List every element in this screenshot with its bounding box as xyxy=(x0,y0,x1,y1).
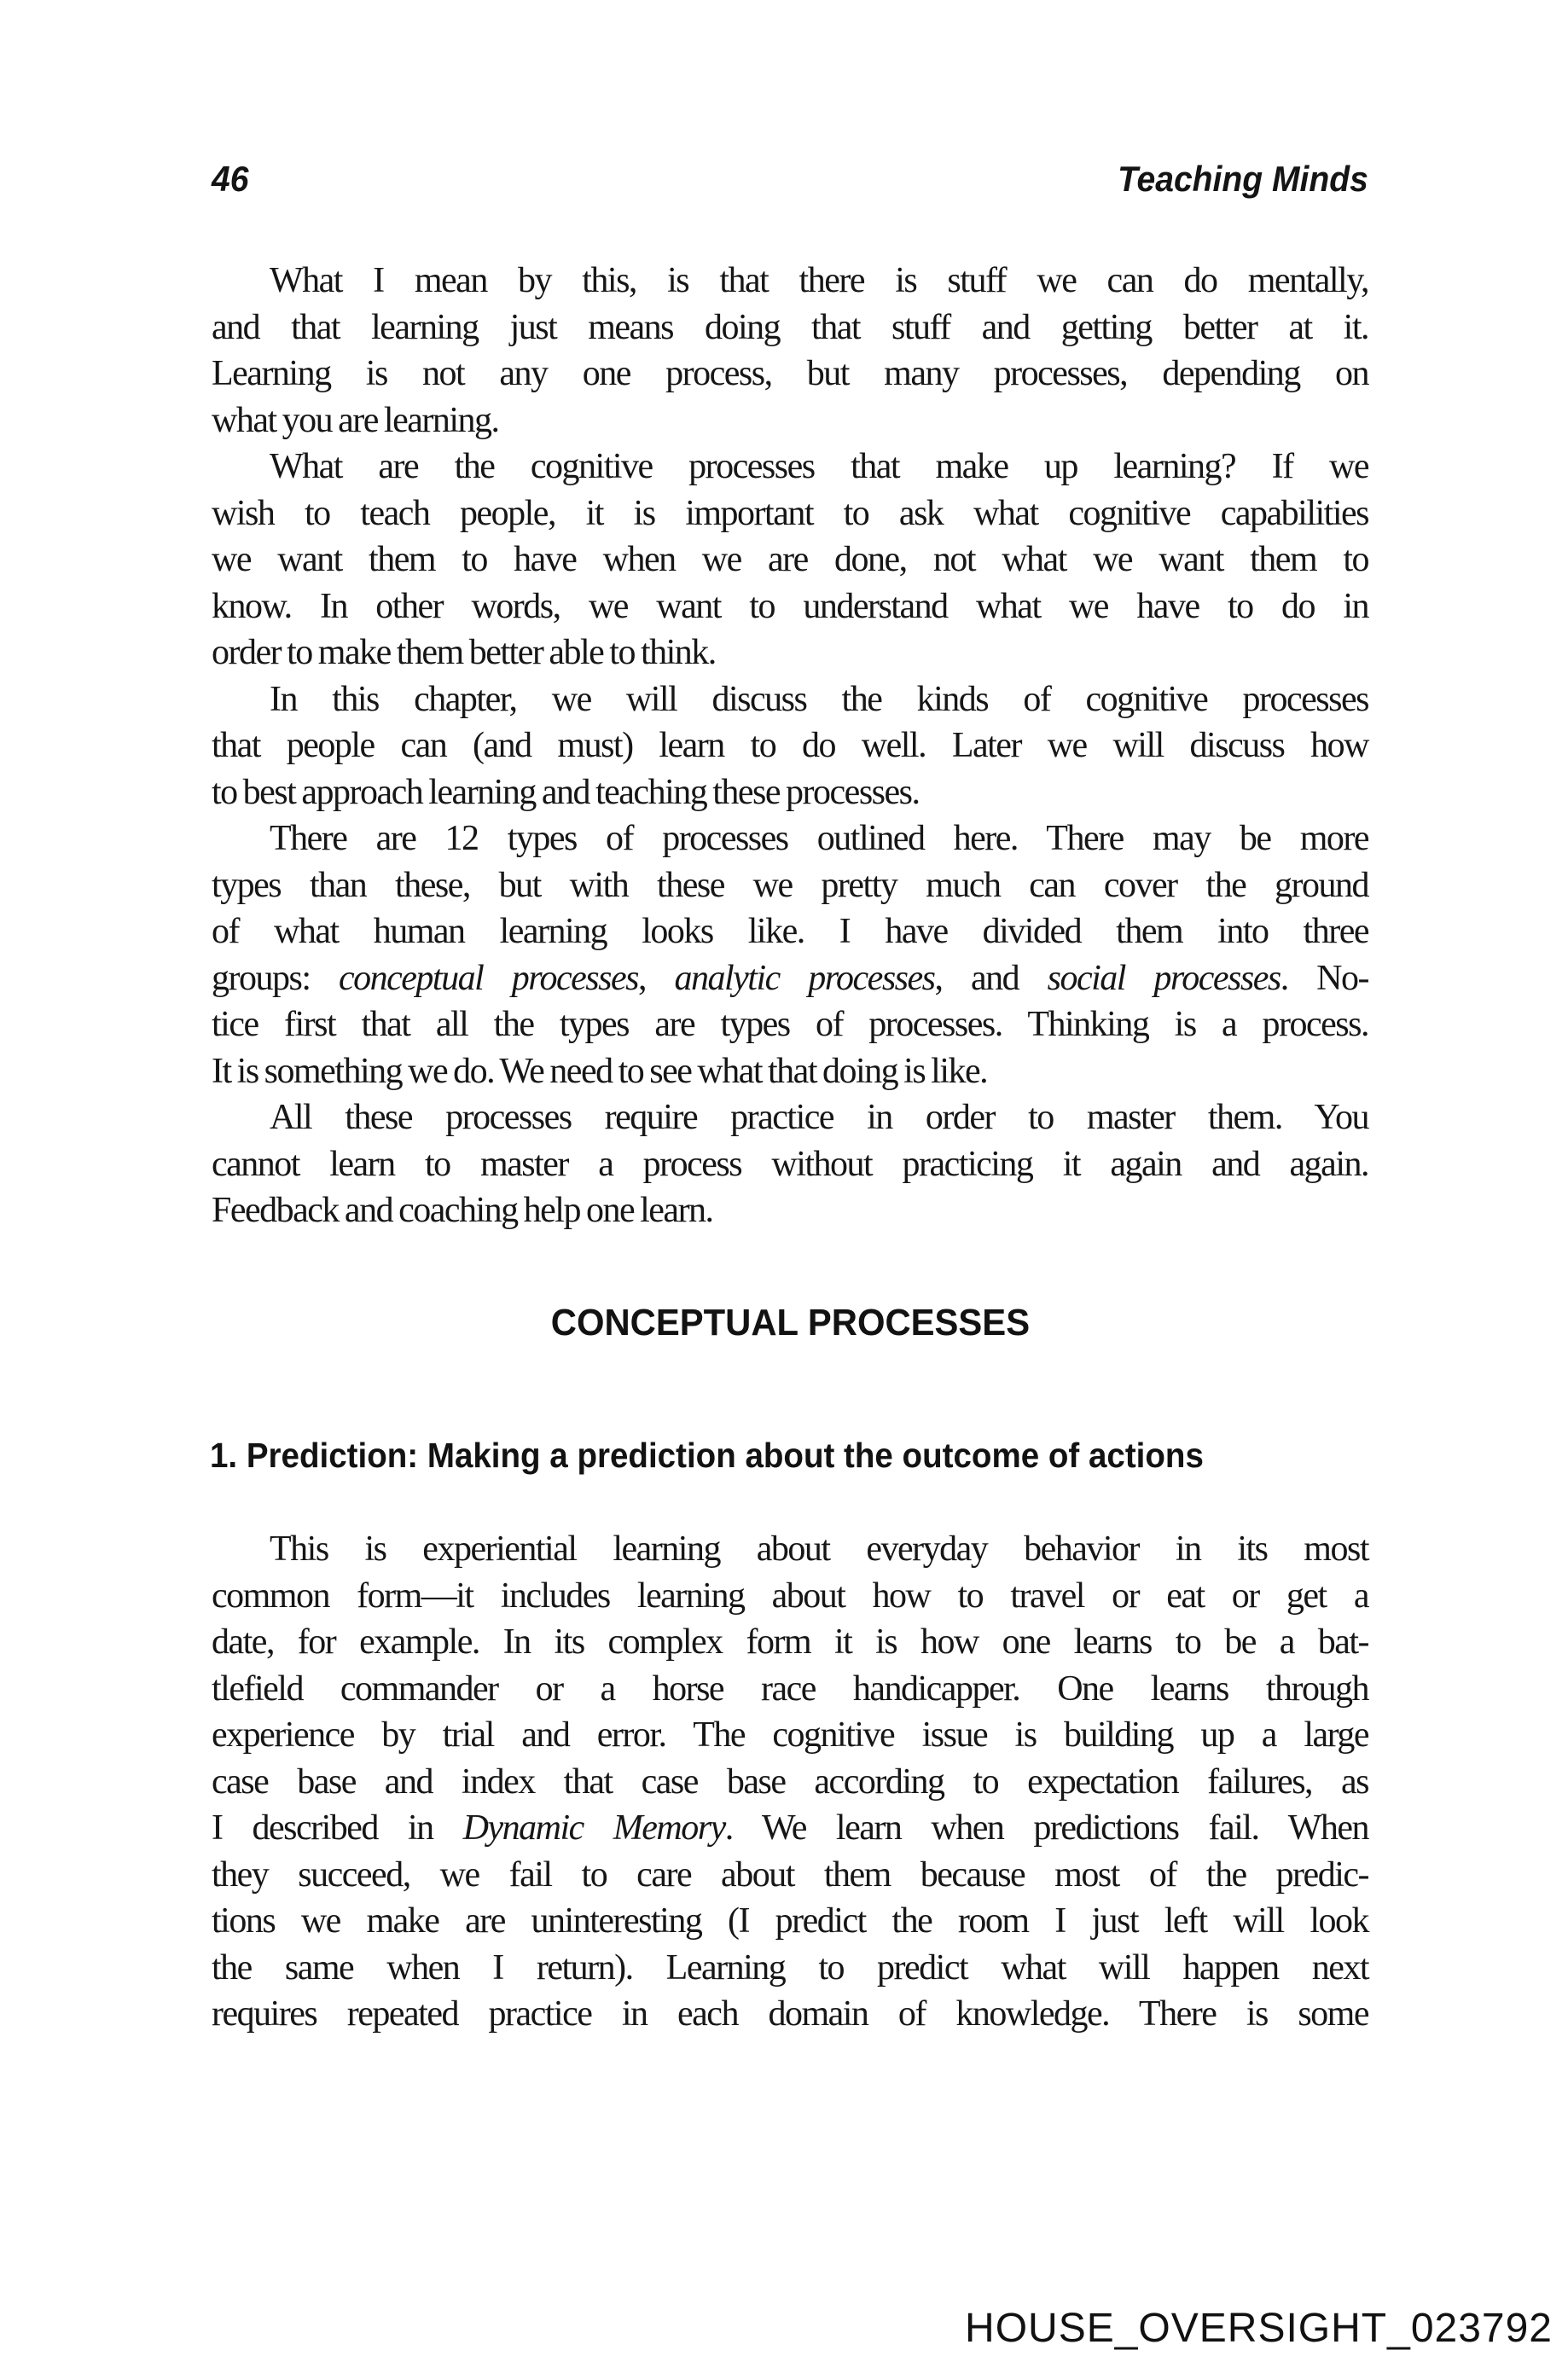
running-header xyxy=(212,161,1368,197)
text-line: groups: conceptual processes, analytic processes, and social processes. No- xyxy=(212,958,1368,998)
text-line: that people can (and must) learn to do well. Later we will discuss how xyxy=(212,726,1368,765)
text-line: This is experiential learning about everyday behavior in its most xyxy=(270,1529,1368,1569)
section-heading xyxy=(212,1304,1368,1342)
text-line: I described in Dynamic Memory. We learn when predictions fail. When xyxy=(212,1808,1368,1848)
subsection-heading: 1. Prediction: Making a prediction about the outcome of actions xyxy=(210,1436,1204,1475)
text-line: What are the cognitive processes that make up learning? If we xyxy=(270,447,1368,486)
text-line: tice first that all the types are types of processes. Thinking is a process. xyxy=(212,1005,1368,1044)
text-line: In this chapter, we will discuss the kinds of cognitive processes xyxy=(270,679,1368,719)
text-line: what you are learning. xyxy=(212,400,499,440)
text-line: to best approach learning and teaching these processes. xyxy=(212,772,920,812)
text-line: the same when I return). Learning to predict what will happen next xyxy=(212,1947,1368,1988)
running-title: Teaching Minds xyxy=(1118,159,1368,199)
text-line: Learning is not any one process, but many processes, depending on xyxy=(212,354,1368,393)
page-number: 46 xyxy=(212,159,249,199)
text-line: All these processes require practice in order to master them. You xyxy=(270,1098,1368,1137)
text-line: wish to teach people, it is important to ask what cognitive capabilities xyxy=(212,493,1368,533)
text-line: date, for example. In its complex form it is how one learns to be a bat- xyxy=(212,1622,1368,1662)
text-line: There are 12 types of processes outlined here. There may be more xyxy=(270,819,1368,858)
text-line: tions we make are uninteresting (I predict the room I just left will look xyxy=(212,1901,1368,1941)
text-line: we want them to have when we are done, not what we want them to xyxy=(212,540,1368,579)
text-line: of what human learning looks like. I have divided them into three xyxy=(212,912,1368,951)
text-line: Feedback and coaching help one learn. xyxy=(212,1191,713,1230)
text-line: tlefield commander or a horse race handicapper. One learns through xyxy=(212,1668,1368,1709)
bates-stamp: HOUSE_OVERSIGHT_023792 xyxy=(965,2306,1553,2351)
section-heading-text: CONCEPTUAL PROCESSES xyxy=(550,1302,1030,1343)
text-line: cannot learn to master a process without practicing it again and again. xyxy=(212,1144,1368,1184)
text-line: requires repeated practice in each domain of knowledge. There is some xyxy=(212,1994,1368,2034)
text-line: types than these, but with these we pretty much can cover the ground xyxy=(212,865,1368,905)
text-line: order to make them better able to think. xyxy=(212,633,716,672)
text-line: case base and index that case base according to expectation failures, as xyxy=(212,1761,1368,1802)
body-paragraphs-after-heading xyxy=(212,1526,1368,2038)
text-line: they succeed, we fail to care about them because most of the predic- xyxy=(212,1854,1368,1895)
text-line: common form—it includes learning about how to travel or eat or get a xyxy=(212,1576,1368,1616)
text-line: It is something we do. We need to see what that doing is like. xyxy=(212,1051,988,1091)
text-line: experience by trial and error. The cognitive issue is building up a large xyxy=(212,1715,1368,1755)
text-line: know. In other words, we want to understand what we have to do in xyxy=(212,586,1368,626)
text-line: and that learning just means doing that stuff and getting better at it. xyxy=(212,307,1368,347)
text-line: What I mean by this, is that there is stuff we can do mentally, xyxy=(270,261,1368,300)
body-paragraphs-before-heading xyxy=(212,258,1368,1234)
